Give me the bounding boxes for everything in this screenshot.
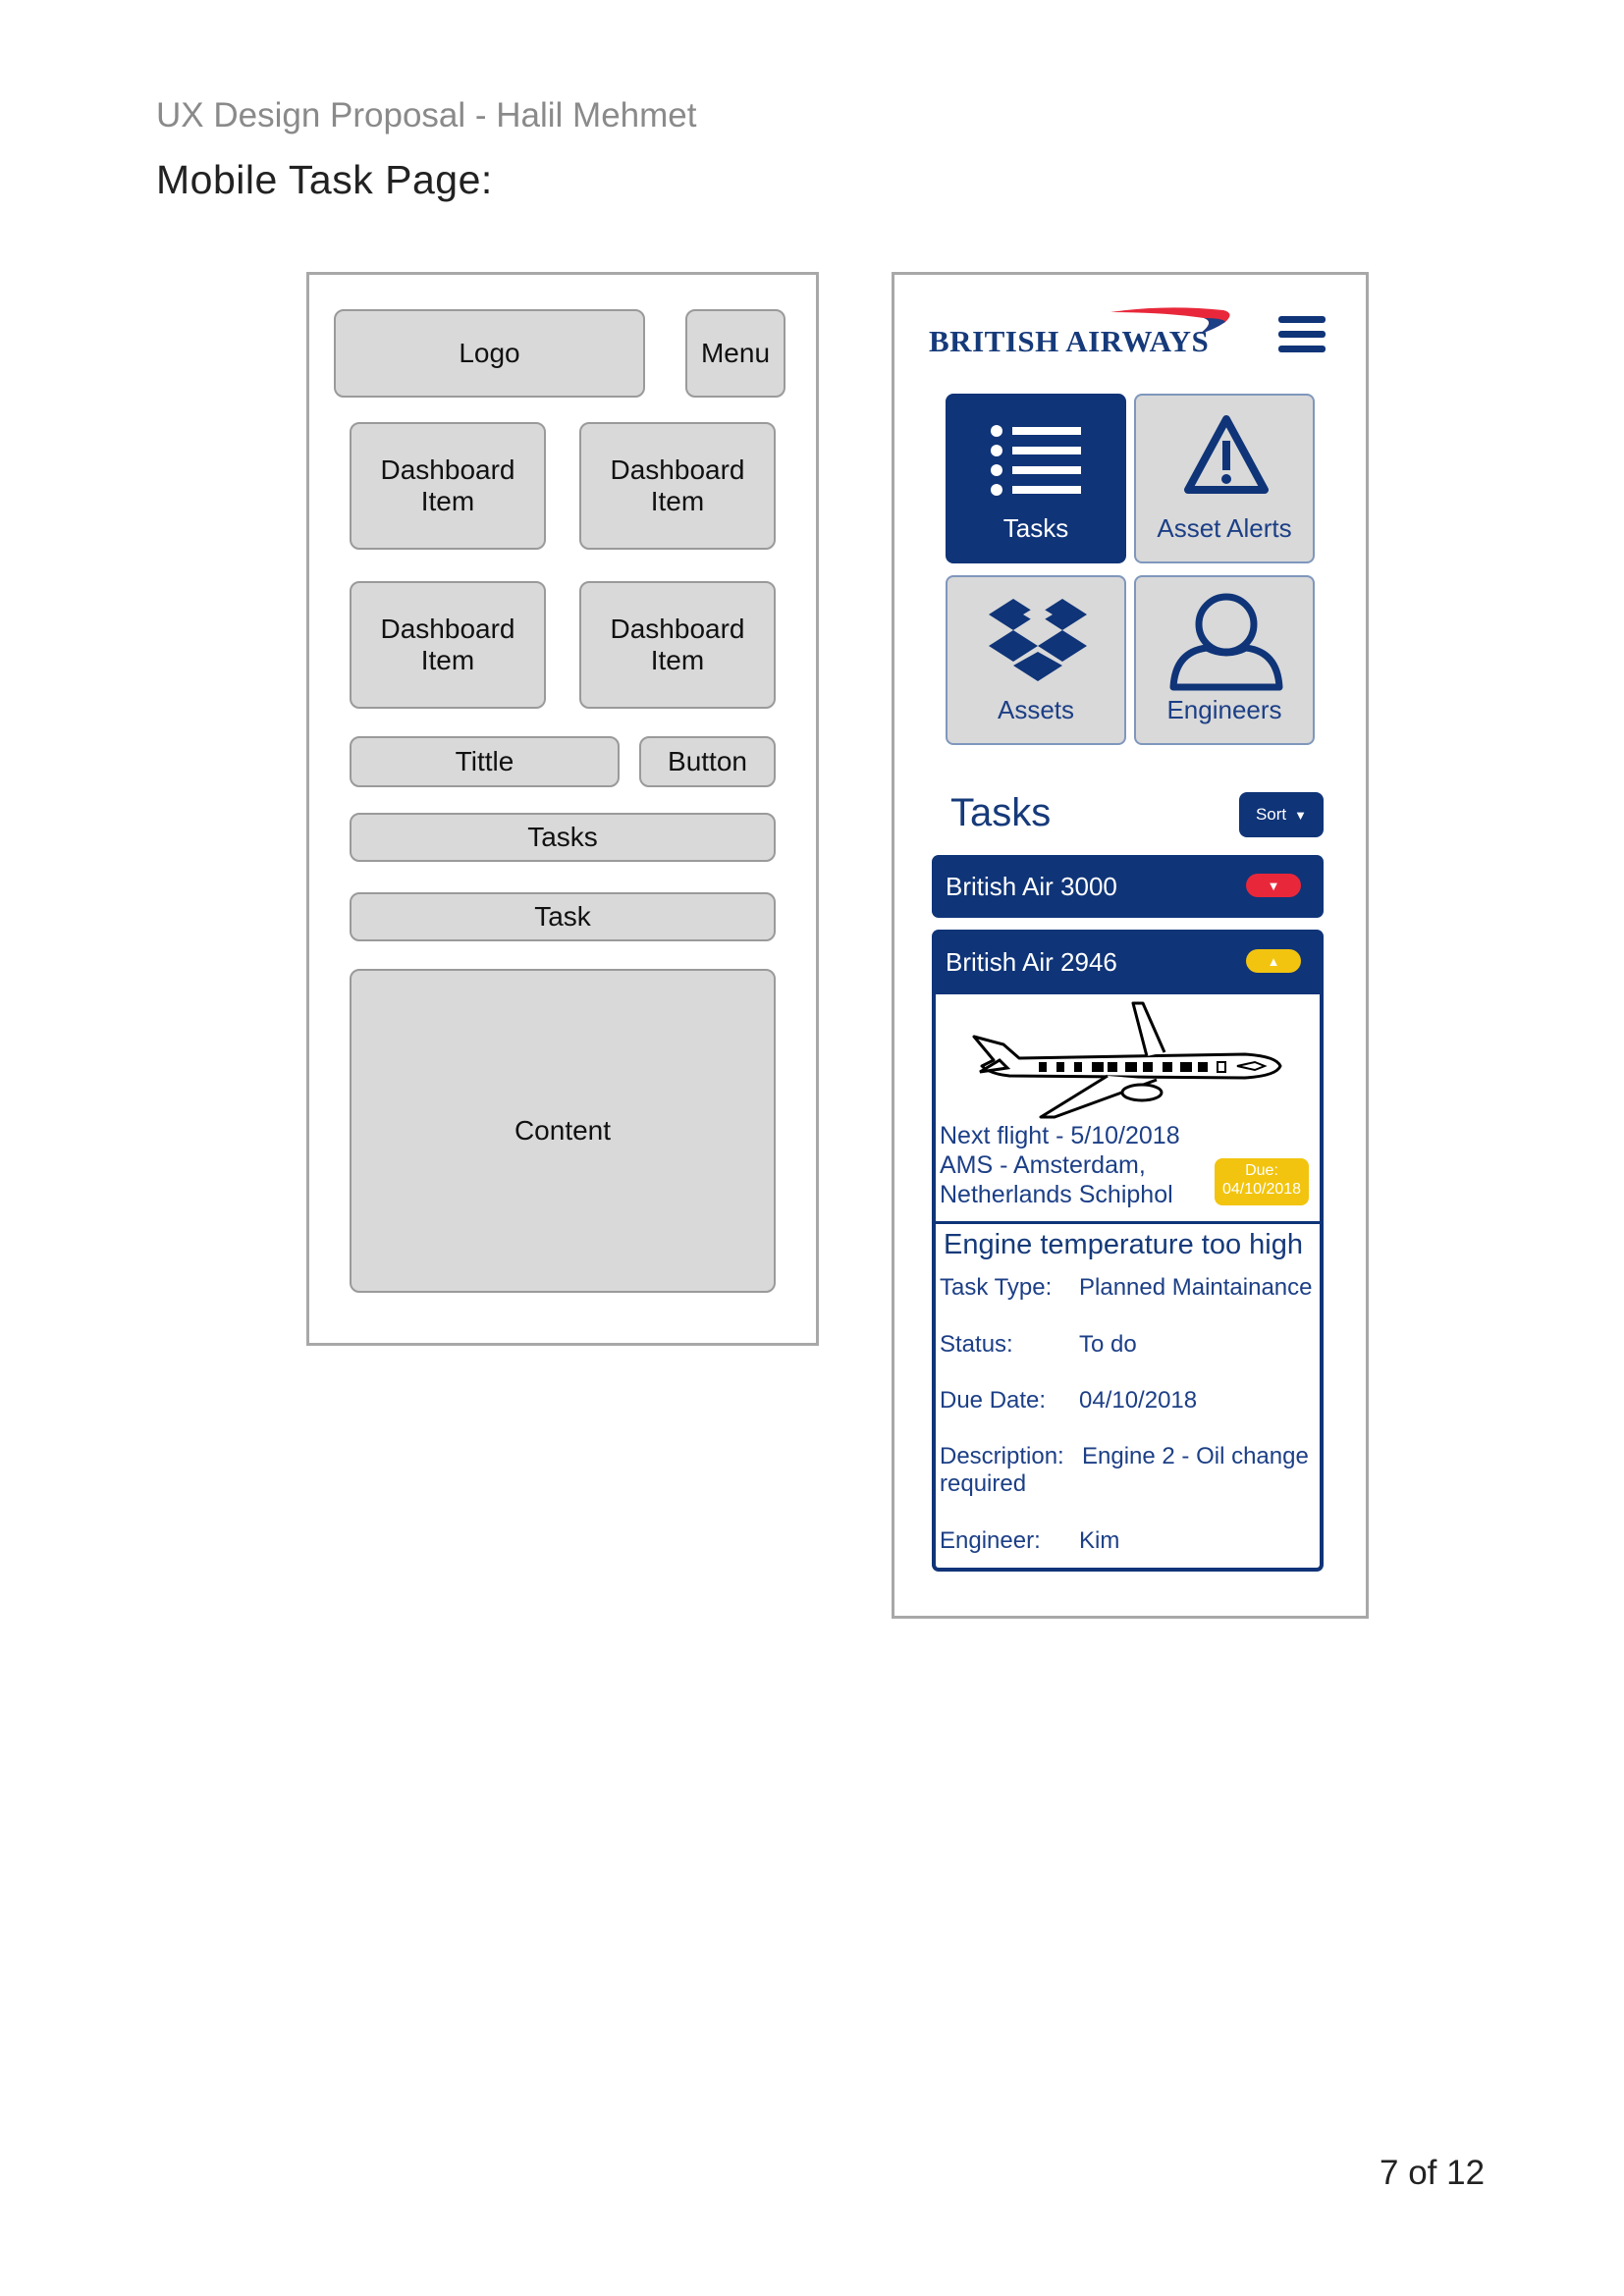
detail-label: Due Date: [940, 1387, 1047, 1414]
airplane-icon [960, 997, 1294, 1125]
tile-label: Engineers [1166, 695, 1282, 724]
detail-label: Engineer: [940, 1527, 1041, 1554]
due-badge [1215, 1158, 1309, 1205]
wireframe-dashboard-item: Dashboard Item [350, 422, 546, 550]
task-name: British Air 3000 [946, 871, 1117, 901]
tasks-heading: Tasks [950, 791, 1052, 834]
priority-up-icon: ▲ [1246, 949, 1301, 973]
user-icon [1167, 591, 1285, 693]
caret-down-icon: ▼ [1294, 807, 1308, 823]
wireframe-title: Tittle [350, 736, 620, 787]
divider [936, 1221, 1320, 1224]
location-line1: AMS - Amsterdam, [940, 1151, 1146, 1179]
due-date: 04/10/2018 [1221, 1181, 1302, 1198]
wireframe-tasks: Tasks [350, 813, 776, 862]
description-continued: required [940, 1470, 1027, 1497]
tile-label: Tasks [1002, 513, 1069, 543]
due-label: Due: [1245, 1162, 1278, 1179]
wireframe-button: Button [639, 736, 776, 787]
tile-engineers[interactable] [1134, 575, 1315, 745]
task-name: British Air 2946 [946, 946, 1117, 977]
wireframe-dashboard-item: Dashboard Item [350, 581, 546, 709]
tile-label: Asset Alerts [1157, 513, 1292, 543]
tile-assets[interactable] [946, 575, 1126, 745]
sort-button[interactable] [1239, 792, 1324, 837]
next-flight: Next flight - 5/10/2018 [940, 1122, 1180, 1149]
wireframe-dashboard-item: Dashboard Item [579, 422, 776, 550]
document-title: Mobile Task Page: [156, 157, 493, 202]
alert-title: Engine temperature too high [944, 1229, 1303, 1260]
document-header: UX Design Proposal - Halil Mehmet [156, 96, 697, 134]
detail-label: Task Type: [940, 1274, 1053, 1301]
location-line2: Netherlands Schiphol [940, 1181, 1173, 1208]
warning-icon [1182, 413, 1271, 496]
page-number: 7 of 12 [1380, 2154, 1486, 2192]
ba-logo [929, 304, 1243, 363]
list-icon [989, 423, 1087, 502]
wireframe-logo: Logo [334, 309, 645, 398]
priority-down-icon: ▼ [1246, 874, 1301, 897]
detail-value: Planned Maintainance [1079, 1274, 1313, 1301]
wireframe-dashboard-item: Dashboard Item [579, 581, 776, 709]
tile-asset-alerts[interactable] [1134, 394, 1315, 563]
dropbox-icon [989, 595, 1087, 689]
wireframe-task: Task [350, 892, 776, 941]
ba-brand-text: BRITISH AIRWAYS [929, 324, 1210, 358]
hamburger-menu-icon[interactable] [1278, 316, 1326, 353]
detail-label: Status: [940, 1331, 1013, 1358]
sort-label: Sort [1255, 805, 1287, 824]
detail-value: 04/10/2018 [1079, 1387, 1198, 1414]
detail-value: To do [1079, 1331, 1137, 1358]
detail-value: Kim [1079, 1527, 1120, 1554]
wireframe-menu: Menu [685, 309, 785, 398]
detail-label: Description: [940, 1443, 1064, 1469]
detail-value: Engine 2 - Oil change [1082, 1443, 1309, 1469]
tile-tasks[interactable] [946, 394, 1126, 563]
tile-label: Assets [997, 695, 1075, 724]
wireframe-content: Content [350, 969, 776, 1293]
